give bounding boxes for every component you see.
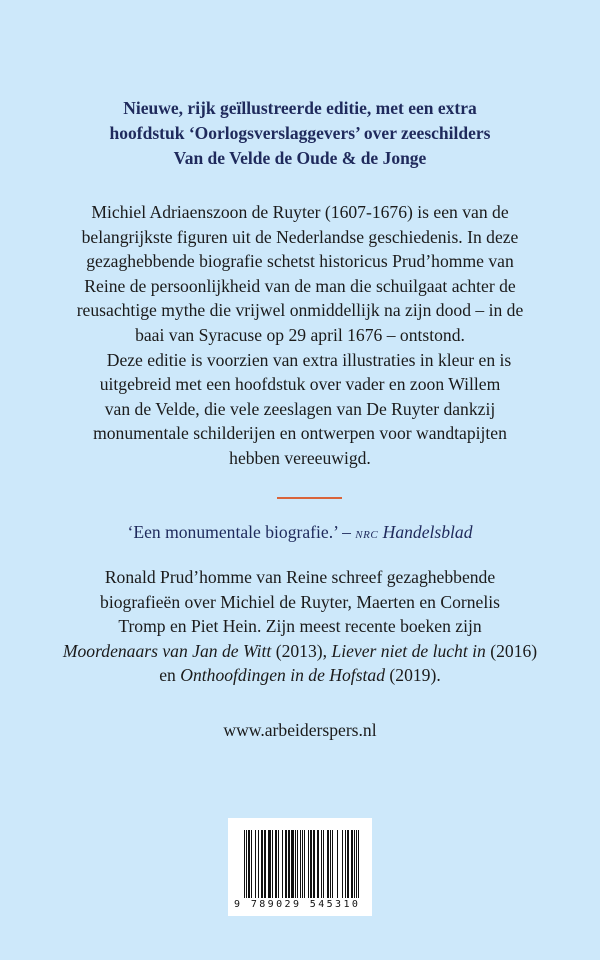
bio-line: Ronald Prud’homme van Reine schreef gezaghebbende [104, 567, 496, 587]
blurb-line: Michiel Adriaenszoon de Ruyter (1607-1676) is een van de [91, 202, 509, 222]
book-year: (2016) [485, 640, 538, 661]
quote-source-name: Handelsblad [382, 522, 473, 542]
bio-line: biografieën over Michiel de Ruyter, Maerten en Cornelis [100, 591, 500, 612]
book-blurb [40, 200, 560, 471]
barcode-space [359, 830, 360, 898]
blurb-line: hebben vereeuwigd. [229, 447, 371, 468]
isbn-barcode [228, 818, 372, 916]
quote-text: ‘Een monumentale biografie.’ – [127, 522, 356, 542]
publisher-website [40, 718, 560, 743]
blurb-line: monumentale schilderijen en ontwerpen voor wandtapijten [93, 423, 507, 444]
blurb-line: belangrijkste figuren uit de Nederlandse geschiedenis. In deze [81, 226, 519, 247]
announcement-line: Nieuwe, rijk geïllustreerde editie, met een extra [123, 98, 477, 118]
barcode-digits: 9 789029 545310 [234, 899, 361, 910]
orange-divider [277, 497, 342, 499]
bio-text: en [159, 665, 181, 686]
blurb-line: reusachtige mythe die vrijwel onmiddellijk na zijn dood – in de [76, 300, 524, 321]
barcode-bars [244, 830, 360, 898]
publisher-url: www.arbeiderspers.nl [223, 720, 377, 740]
edition-announcement [40, 96, 560, 171]
blurb-line: Reine de persoonlijkheid van de man die schuilgaat achter de [84, 275, 516, 296]
quote-line [40, 520, 560, 547]
announcement-line: Van de Velde de Oude & de Jonge [173, 148, 427, 168]
quote-source-abbr: nrc [355, 526, 379, 542]
bio-line: Tromp en Piet Hein. Zijn meest recente boeken zijn [118, 616, 482, 637]
blurb-line: uitgebreid met een hoofdstuk over vader en zoon Willem [99, 374, 501, 395]
blurb-line: Deze editie is voorzien van extra illustraties in kleur en is [106, 349, 512, 370]
blurb-line: van de Velde, die vele zeeslagen van De Ruyter dankzij [104, 398, 496, 419]
book-title: Moordenaars van Jan de Witt [62, 640, 272, 661]
book-title: Onthoofdingen in de Hofstad [180, 665, 386, 686]
book-year: (2013), [271, 640, 332, 661]
author-bio [40, 565, 560, 688]
announcement-line: hoofdstuk ‘Oorlogsverslaggevers’ over zeeschilders [109, 123, 491, 143]
book-title: Liever niet de lucht in [331, 640, 486, 661]
blurb-line: gezaghebbende biografie schetst historicus Prud’homme van [86, 251, 514, 272]
bio-line [40, 639, 560, 664]
blurb-line: baai van Syracuse op 29 april 1676 – ontstond. [135, 324, 465, 345]
book-year: (2019). [385, 665, 441, 686]
bio-line [40, 663, 560, 688]
press-quote [40, 520, 560, 547]
